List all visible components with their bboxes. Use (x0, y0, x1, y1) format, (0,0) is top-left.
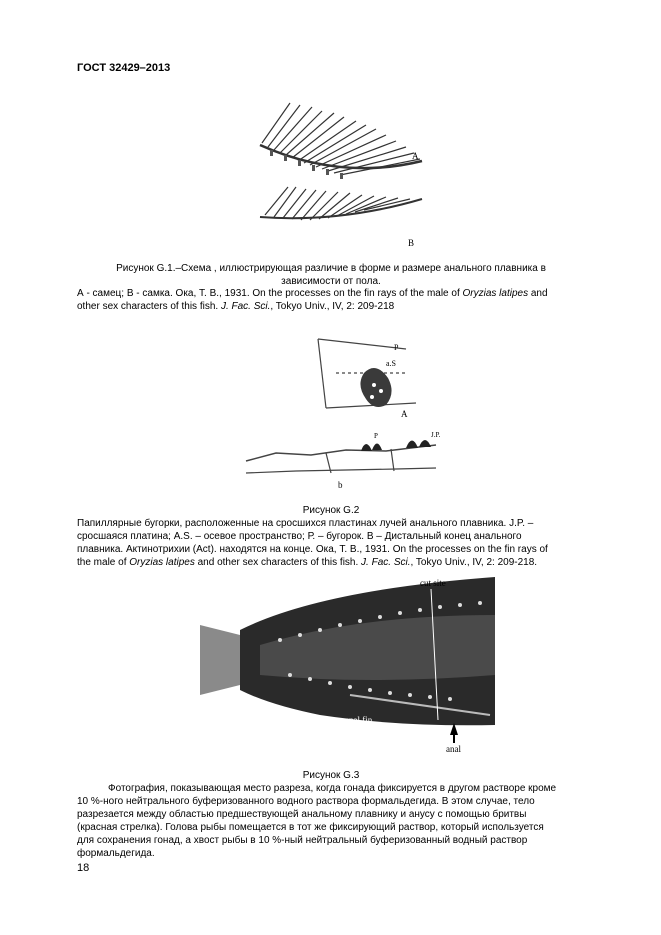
figure-g3-caption: Рисунок G.3 (302, 770, 360, 781)
fig2-label-jp: J.P. (431, 431, 441, 439)
fig2-label-p: P (394, 343, 399, 352)
fig3-label-anal-fin: anal fin (345, 715, 373, 725)
fig3-label-anal: anal (446, 744, 461, 754)
fig2-label-p2: P (374, 432, 378, 440)
figure-g1-drawing (250, 95, 450, 250)
standard-header: ГОСТ 32429–2013 (77, 62, 171, 74)
fig1-label-b: B (408, 238, 415, 248)
fig1-label-a: A (412, 151, 419, 161)
figure-g2-description: Папиллярные бугорки, расположенные на сросшихся пластинах лучей анального плавника. J.P. – сросшаяся платина; A.S. – осевое пространство; Р. – бугорок. В – Дистальный конец анального плавника. Актинотрихии (Act). находятся на конце. Ока, Т. В., 1931. On the processes on the fin rays of the male of Oryzias latipes and other sex characters of this fish. J. Fac. Sci., Tokyo Univ., IV, 2: 209-218. (77, 518, 548, 568)
figure-g1-reference: А - самец; В - самка. Ока, Т. В., 1931. On the processes on the fin rays of the male of Oryzias latipes and other sex characters of this fish. J. Fac. Sci., Tokyo Univ., IV, 2: 209-218 (77, 288, 548, 312)
figure-g3-photo (200, 575, 495, 755)
figure-g2-drawing (236, 333, 451, 493)
figure-g1-caption: Рисунок G.1.–Схема , иллюстрирующая различие в форме и размере анального плавника в зависимости от пола. (116, 263, 546, 287)
fig2-label-b: b (338, 480, 343, 490)
figure-g3-description: Фотография, показывающая место разреза, когда гонада фиксируется в другом растворе кроме 10 %-ного нейтрального буферизованного водного раствора формальдегида. В этом случае, тело разрезается между областью предшествующей анальному плавнику и анусу с помощью бритвы (красная стрелка). Голова рыбы помещается в тот же фиксирующий раствор, который используется для сохранения гонад, а хвост рыбы в 10 %-ный нейтральный буферизованный водный раствор формальдегида. (77, 783, 557, 859)
page-number: 18 (77, 862, 90, 874)
fig3-label-cut-site: cut site (420, 578, 446, 588)
figure-g2-caption: Рисунок G.2 (302, 505, 360, 516)
fig2-label-as: a.S (386, 359, 396, 368)
fig2-label-a: A (401, 409, 408, 419)
